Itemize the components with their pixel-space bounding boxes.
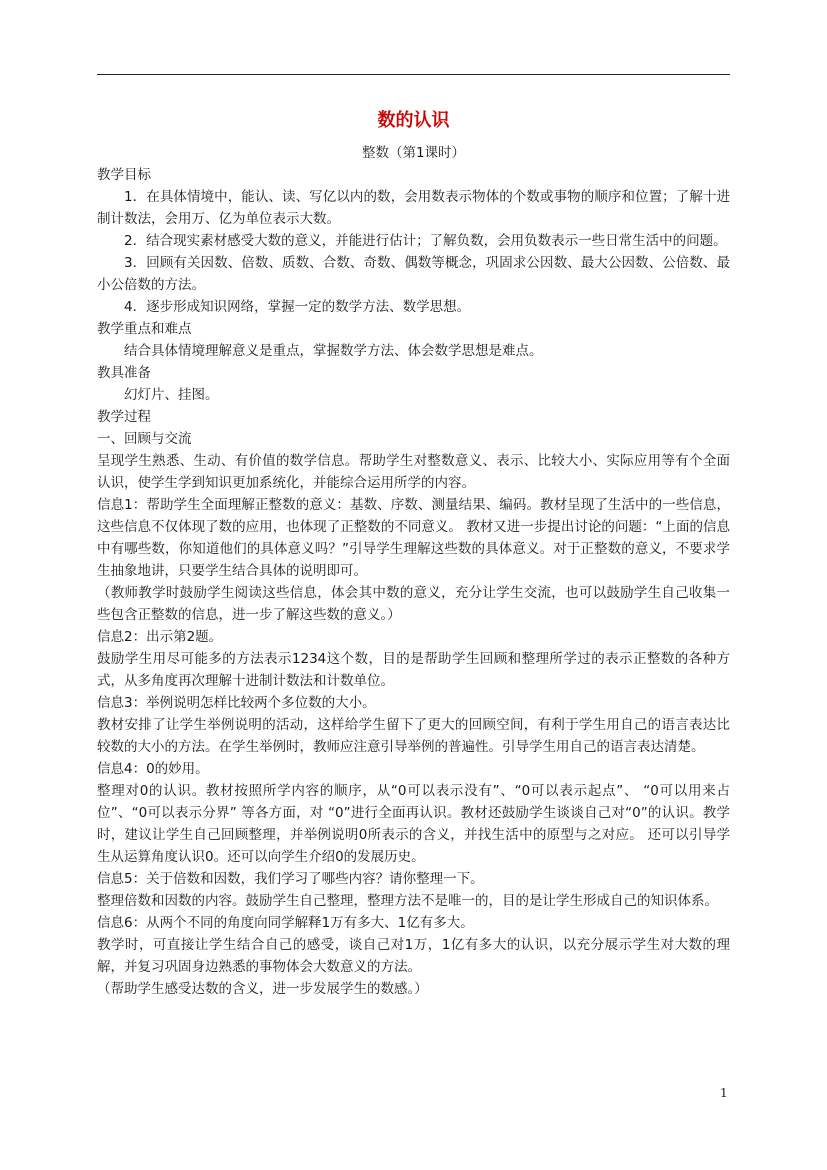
key-points-text: 结合具体情境理解意义是重点，掌握数学方法、体会数学思想是难点。 xyxy=(124,343,543,359)
header-rule xyxy=(97,74,730,75)
info6-note: （帮助学生感受达数的含义，进一步发展学生的数感。） xyxy=(97,981,428,997)
info6-heading: 信息6：从两个不同的角度向同学解释1万有多大、1亿有多大。 xyxy=(97,915,474,931)
info3-heading: 信息3：举例说明怎样比较两个多位数的大小。 xyxy=(97,695,376,711)
key-points-heading: 教学重点和难点 xyxy=(97,321,192,337)
document-subtitle: 整数（第1课时） xyxy=(361,145,466,161)
goal-item-1: 1．在具体情境中，能认、读、写亿以内的数，会用数表示物体的个数或事物的顺序和位置；了解十进制计数法，会用万、亿为单位表示大数。 xyxy=(97,189,730,227)
info2-text: 鼓励学生用尽可能多的方法表示1234这个数，目的是帮助学生回顾和整理所学过的表示正整数的各种方式，从多角度再次理解十进制计数法和计数单位。 xyxy=(97,651,730,689)
info1-text: 信息1：帮助学生全面理解正整数的意义：基数、序数、测量结果、编码。教材呈现了生活中的一些信息，这些信息不仅体现了数的应用，也体现了正整数的不同意义。 教材又进一步提出讨论的问题：“上面的信息中有哪些数，你知道他们的具体意义吗？”引导学生理解这些数的具体意义。对于正整数的意义，不要求学生抽象地讲，只要学生结合具体的说明即可。 xyxy=(97,497,730,579)
part1-heading: 一、回顾与交流 xyxy=(97,431,192,447)
goal-item-4: 4．逐步形成知识网络，掌握一定的数学方法、数学思想。 xyxy=(124,299,471,315)
document-body xyxy=(97,108,730,1000)
goal-item-3: 3．回顾有关因数、倍数、质数、合数、奇数、偶数等概念，巩固求公因数、最大公因数、公倍数、最小公倍数的方法。 xyxy=(97,255,730,293)
info3-text: 教材安排了让学生举例说明的活动，这样给学生留下了更大的回顾空间，有利于学生用自己的语言表达比较数的大小的方法。在学生举例时，教师应注意引导举例的普遍性。引导学生用自己的语言表达清楚。 xyxy=(97,717,730,755)
info5-heading: 信息5：关于倍数和因数，我们学习了哪些内容？请你整理一下。 xyxy=(97,871,484,887)
process-heading: 教学过程 xyxy=(97,409,151,425)
info6-text: 教学时，可直接让学生结合自己的感受，谈自己对1万，1亿有多大的认识，以充分展示学生对大数的理解，并复习巩固身边熟悉的事物体会大数意义的方法。 xyxy=(97,937,730,975)
goals-heading: 教学目标 xyxy=(97,167,151,183)
goal-item-2: 2．结合现实素材感受大数的意义，并能进行估计；了解负数，会用负数表示一些日常生活中的问题。 xyxy=(124,233,727,249)
info4-text: 整理对0的认识。教材按照所学内容的顺序，从“0可以表示没有”、“0可以表示起点”、 “0可以用来占位”、“0可以表示分界” 等各方面，对 “0”进行全面再认识。教材还鼓励学生谈谈自己对“0”的认识。教学时，建议让学生自己回顾整理，并举例说明0所表示的含义，并找生活中的原型与之对应。 还可以引导学生从运算角度认识0。还可以向学生介绍0的发展历史。 xyxy=(97,783,730,865)
part1-intro: 呈现学生熟悉、生动、有价值的数学信息。帮助学生对整数意义、表示、比较大小、实际应用等有个全面认识，使学生学到知识更加系统化，并能综合运用所学的内容。 xyxy=(97,453,730,491)
info5-text: 整理倍数和因数的内容。鼓励学生自己整理，整理方法不是唯一的，目的是让学生形成自己的知识体系。 xyxy=(97,893,718,909)
tools-text: 幻灯片、挂图。 xyxy=(124,387,219,403)
info1-note: （教师教学时鼓励学生阅读这些信息，体会其中数的意义，充分让学生交流，也可以鼓励学生自己收集一些包含正整数的信息，进一步了解这些数的意义。） xyxy=(97,585,730,623)
tools-heading: 教具准备 xyxy=(97,365,151,381)
info2-heading: 信息2：出示第2题。 xyxy=(97,629,223,645)
info4-heading: 信息4：0的妙用。 xyxy=(97,761,209,777)
page-number: 1 xyxy=(720,1086,728,1100)
document-title: 数的认识 xyxy=(377,110,450,131)
